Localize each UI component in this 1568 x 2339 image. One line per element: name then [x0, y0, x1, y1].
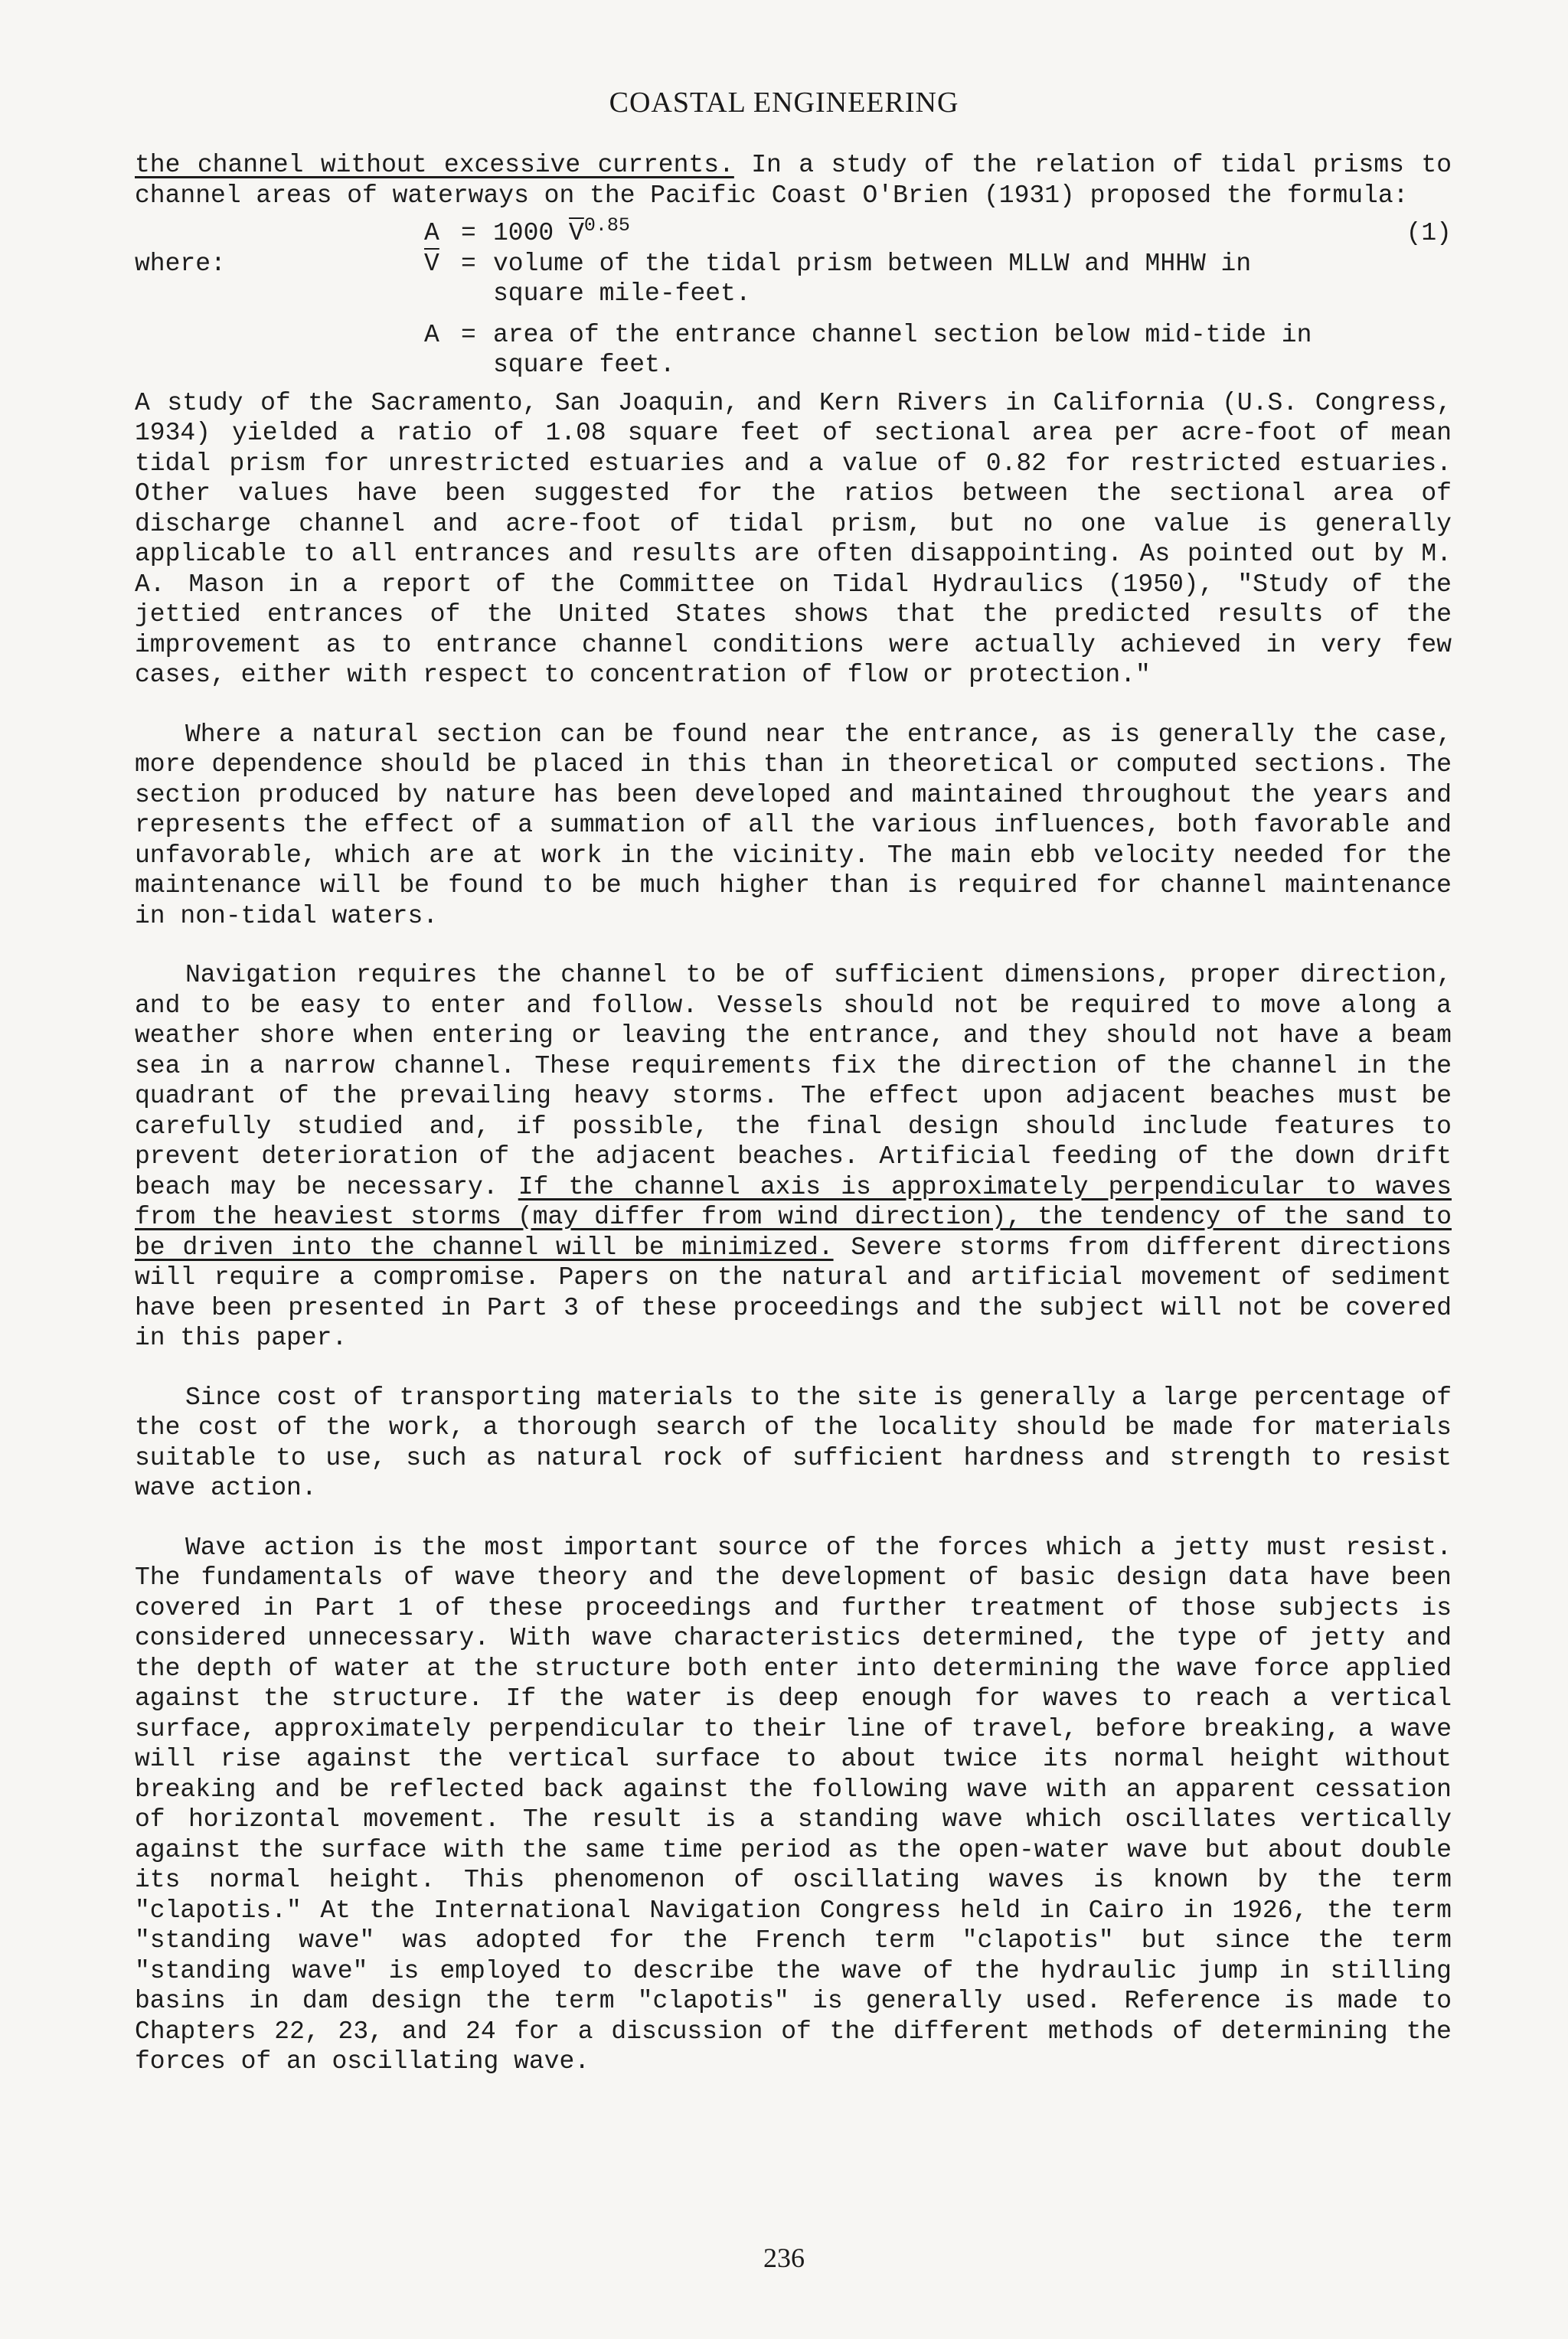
paragraph-5: Wave action is the most important source of the forces which a jetty must resist. The fundamentals of wave theory and the development of basic design data have been covered in Part 1 of these proceedings and further treatment of those subjects is considered unnecessary. With wave characteristics determined, the type of jetty and the depth of water at the structure both enter into determining the wave force applied against the structure. If the water is deep enough for waves to reach a vertical surface, approximately perpendicular to their line of travel, before breaking, a wave will rise against the vertical surface to about twice its normal height without breaking and be reflected back against the following wave with an apparent cessation of horizontal movement. The result is a standing wave which oscillates vertically against the surface with the same time period as the open-water wave but about double its normal height. This phenomenon of oscillating waves is known by the term "clapotis." At the International Navigation Congress held in Cairo in 1926, the term "standing wave" was adopted for the French term "clapotis" but since the term "standing wave" is employed to describe the wave of the hydraulic jump in stilling basins in dam design the term "clapotis" is generally used. Reference is made to Chapters 22, 23, and 24 for a discussion of the different methods of determining the forces of an oscillating wave. [135, 1533, 1452, 2076]
definition-text-a: area of the entrance channel section below mid-tide in square feet. [493, 320, 1312, 379]
paragraph-3-part-b: Severe storms from different directions will require a compromise. Papers on the natural and artificial movement of sediment have been presented in Part 3 of these proceedings and the subject will not be covered in this paper. [135, 1233, 1452, 1352]
formula-eq: = [461, 219, 476, 247]
equation-number: (1) [1406, 219, 1452, 247]
formula-main-row [135, 214, 1452, 249]
paragraph-4: Since cost of transporting materials to the site is generally a large percentage of the cost of the work, a thorough search of the locality should be made for materials suitable to use, such as natural rock of sufficient hardness and strength to resist wave action. [135, 1383, 1452, 1502]
definition-row-a [135, 320, 1452, 381]
formula-lhs: A [424, 219, 439, 247]
paragraph-1: A study of the Sacramento, San Joaquin, and Kern Rivers in California (U.S. Congress, 1934) yielded a ratio of 1.08 square feet of sectional area per acre-foot of mean tidal prism for unrestricted estuaries and a value of 0.82 for restricted estuaries. Other values have been suggested for the ratios between the sectional area of discharge channel and acre-foot of tidal prism, but no one value is generally applicable to all entrances and results are often disappointing. As pointed out by M. A. Mason in a report of the Committee on Tidal Hydraulics (1950), "Study of the jettied entrances of the United States shows that the predicted results of the improvement as to entrance channel conditions were actually achieved in very few cases, either with respect to concentration of flow or protection." [135, 388, 1452, 689]
formula-coef: 1000 [493, 219, 554, 247]
formula-rhs [493, 214, 1398, 249]
intro-underlined-text: the channel without excessive currents. [135, 151, 734, 179]
definition-var-a: A [424, 320, 439, 349]
formula-var-v: $\overline{V}$ [569, 219, 584, 247]
paragraph-3 [135, 960, 1452, 1354]
formula-block [135, 214, 1452, 381]
definition-eq-a: = [461, 320, 476, 349]
definition-row-v [135, 249, 1452, 309]
formula-exponent: 0.85 [583, 214, 630, 237]
paragraph-3-part-a: Navigation requires the channel to be of sufficient dimensions, proper direction, and to be easy to enter and follow. Vessels should not be required to move along a weather shore when entering or leaving the entrance, and they should not have a beam sea in a narrow channel. These requirements fix the direction of the channel in the quadrant of the prevailing heavy storms. The effect upon adjacent beaches must be carefully studied and, if possible, the final design should include features to prevent deterioration of the adjacent beaches. Artificial feeding of the down drift beach may be necessary. [135, 961, 1452, 1201]
paragraph-3-underlined: If the channel axis is approximately perpendicular to waves from the heaviest storms (may differ from wind direction), the tendency of the sand to be driven into the channel will be minimized. [135, 1172, 1452, 1262]
intro-rest-text: In a study of the relation of tidal prisms to channel areas of waterways on the Pacific Coast O'Brien (1931) proposed the formula: [135, 151, 1452, 210]
definition-var-v: $\overline{V}$ [424, 249, 439, 278]
body-text [135, 150, 1452, 2077]
paragraph-2: Where a natural section can be found near the entrance, as is generally the case, more dependence should be placed in this than in theoretical or computed sections. The section produced by nature has been developed and maintained throughout the years and represents the effect of a summation of all the various influences, both favorable and unfavorable, which are at work in the vicinity. The main ebb velocity needed for the maintenance will be found to be much higher than is required for channel maintenance in non-tidal waters. [135, 720, 1452, 930]
where-label: where: [135, 249, 226, 278]
definition-eq-v: = [461, 249, 476, 278]
running-head: COASTAL ENGINEERING [609, 87, 959, 119]
page-number: 236 [763, 2243, 805, 2273]
intro-paragraph [135, 150, 1452, 211]
definition-text-v: volume of the tidal prism between MLLW and MHHW in square mile-feet. [493, 249, 1252, 308]
